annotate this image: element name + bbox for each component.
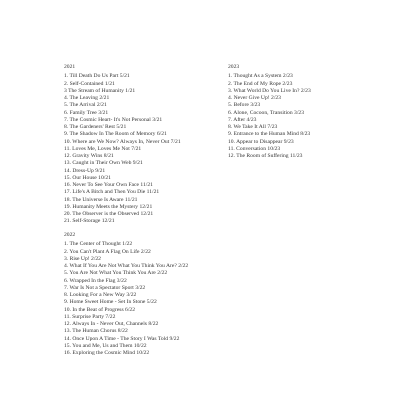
year-heading-2021: 2021 bbox=[64, 64, 76, 70]
list-item-2021: 6. Family Tree 3/21 bbox=[64, 109, 109, 116]
list-item-2021: 3 The Stream of Humanity 1/21 bbox=[64, 87, 136, 94]
list-2023 bbox=[228, 73, 358, 160]
list-item-2023: 6. Alone, Cocoon, Transition 3/23 bbox=[228, 109, 304, 116]
section-2021 bbox=[64, 64, 224, 226]
list-item-2023: 11. Conversation 10/23 bbox=[228, 145, 281, 152]
list-item-2023: 3. What World Do You Live In? 2/23 bbox=[228, 87, 311, 94]
list-2022 bbox=[64, 241, 224, 357]
section-2023 bbox=[228, 64, 358, 160]
list-item-2021: 2. Self-Contained 1/21 bbox=[64, 80, 115, 87]
list-item-2021: 7. The Cosmic Heart- It's Not Personal 3/21 bbox=[64, 116, 163, 123]
list-item-2021: 20. The Observer is the Observed 12/21 bbox=[64, 211, 154, 217]
list-item-2023: 5. Before 3/23 bbox=[228, 102, 261, 109]
list-item-2022: 5. You Are Not What You Think You Are 2/22 bbox=[64, 270, 168, 277]
list-item-2022: 7. War Is Not a Spectator Sport 3/22 bbox=[64, 284, 146, 291]
list-item-2023: 1. Thought As a System 2/23 bbox=[228, 73, 293, 80]
list-item-2022: 12. Always In - Never Out, Channels 8/22 bbox=[64, 321, 159, 327]
list-item-2022: 3. Rise Up! 2/22 bbox=[64, 255, 101, 262]
list-item-2022: 2. You Can't Plant A Flag On Life 2/22 bbox=[64, 248, 151, 255]
list-item-2021: 1. Till Death Do Us Part 5/21 bbox=[64, 73, 130, 80]
list-item-2021: 18. The Universe Is Aware 11/21 bbox=[64, 196, 138, 203]
list-item-2022: 15. You and Me, Us and Them 10/22 bbox=[64, 342, 147, 349]
list-item-2021: 17. Life's A Bitch and Then You Die 11/21 bbox=[64, 189, 160, 196]
list-item-2021: 8. The Gardeners' Rest 5/21 bbox=[64, 124, 127, 130]
list-item-2021: 16. Never To See Your Own Face 11/21 bbox=[64, 182, 153, 188]
list-item-2021: 12. Gravity Wins 8/21 bbox=[64, 153, 114, 159]
list-item-2021: 11. Loves Me, Loves Me Not 7/21 bbox=[64, 145, 142, 152]
list-item-2021: 21. Self-Storage 12/21 bbox=[64, 218, 115, 225]
list-item-2022: 4. What If You Are Not What You Think You Are? 2/22 bbox=[64, 263, 189, 269]
list-item-2023: 4. Never Give Up! 2/23 bbox=[228, 95, 281, 101]
year-heading-2023: 2023 bbox=[228, 64, 240, 70]
list-item-2022: 14. Once Upon A Time - The Story I Was Told 9/22 bbox=[64, 335, 180, 342]
list-item-2023: 2. The End of My Rope 2/23 bbox=[228, 80, 293, 87]
list-item-2022: 9. Home Sweet Home - Set In Stone 5/22 bbox=[64, 299, 157, 306]
year-heading-2022: 2022 bbox=[64, 232, 76, 238]
list-item-2021: 9. The Shadow In The Room of Memory 6/21 bbox=[64, 131, 167, 138]
list-item-2021: 15. Our House 10/21 bbox=[64, 174, 111, 181]
list-item-2023: 7. After 4/23 bbox=[228, 116, 257, 123]
list-item-2023: 9. Entrance to the Human Mind 8/23 bbox=[228, 131, 311, 138]
list-item-2021: 14. Dress-Up 9/21 bbox=[64, 167, 106, 174]
list-item-2022: 16. Exploring the Cosmic Mind 10/22 bbox=[64, 350, 150, 356]
list-item-2021: 4. The Leaving 2/21 bbox=[64, 95, 110, 101]
list-item-2022: 13. The Human Chorus 8/22 bbox=[64, 328, 128, 335]
list-item-2021: 10. Where are We Now? Always In, Never Out 7/21 bbox=[64, 138, 181, 145]
list-2021 bbox=[64, 73, 224, 225]
list-item-2023: 10. Appear to Disappear 9/23 bbox=[228, 138, 294, 145]
list-item-2022: 1. The Center of Thought 1/22 bbox=[64, 241, 133, 248]
list-item-2021: 19. Humanity Meets the Mystery 12/21 bbox=[64, 203, 153, 210]
list-item-2022: 8. Looking For a New Way 3/22 bbox=[64, 292, 137, 298]
list-item-2021: 5. The Arrival 2/21 bbox=[64, 102, 107, 109]
list-item-2021: 13. Caught in Their Own Web 9/21 bbox=[64, 160, 143, 167]
list-item-2022: 10. In the Beat of Progress 6/22 bbox=[64, 306, 135, 313]
list-item-2022: 6. Wrapped In the Flag 3/22 bbox=[64, 277, 127, 284]
section-2022 bbox=[64, 232, 224, 357]
list-item-2022: 11. Surprise Party 7/22 bbox=[64, 313, 116, 320]
list-item-2023: 12. The Room of Suffering 11/23 bbox=[228, 153, 303, 159]
list-item-2023: 8. We Take It All 7/23 bbox=[228, 124, 278, 130]
